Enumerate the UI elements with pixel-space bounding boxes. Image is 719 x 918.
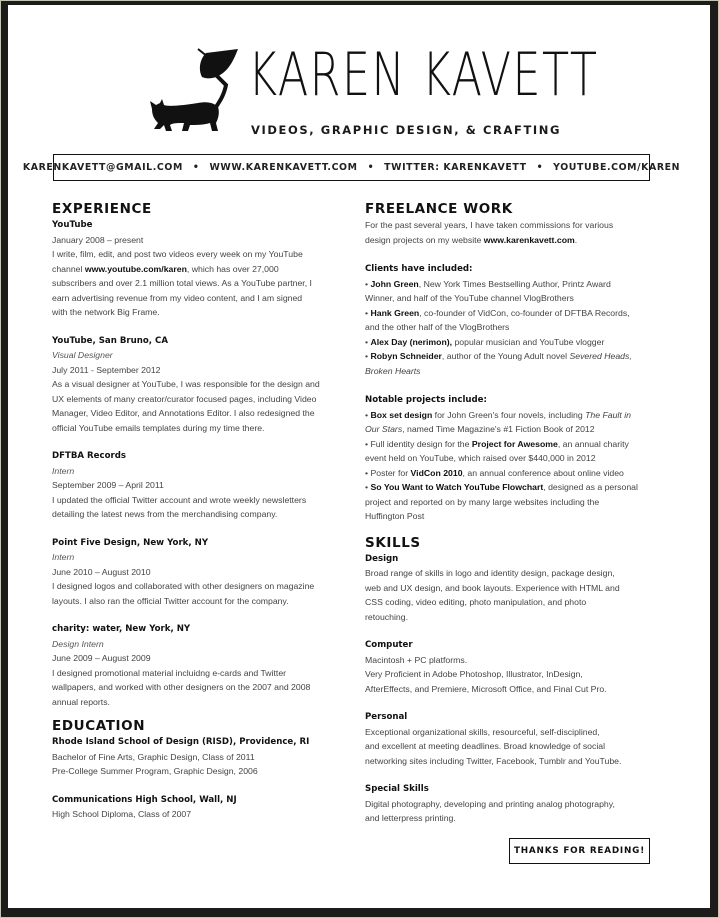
experience-entry xyxy=(52,622,342,709)
project-item-cont xyxy=(365,422,660,437)
entry-line: layouts. I also ran the official Twitter account for the company. xyxy=(52,595,289,606)
experience-entry xyxy=(52,536,342,609)
text: . xyxy=(574,234,578,245)
entry-dates: June 2009 – August 2009 xyxy=(52,653,151,663)
project-item: • So You Want to Watch YouTube Flowchart, designed as a personal xyxy=(365,482,638,492)
entry-line xyxy=(52,262,342,277)
contact-email[interactable]: KARENKAVETT@GMAIL.COM xyxy=(22,162,183,173)
contact-bar xyxy=(22,154,681,181)
skill-line: retouching. xyxy=(365,611,408,622)
book-title: Our Stars xyxy=(365,424,403,434)
text: , New York Times Bestselling Author, Printz Award xyxy=(418,278,611,289)
projects-heading: Notable projects include: xyxy=(365,395,487,405)
text: popular musician and YouTube vlogger xyxy=(452,336,605,347)
skill-line: web and UX design, and book layouts. Experience with HTML and xyxy=(365,582,620,593)
skill-line: AfterEffects, and Premiere, Microsoft Office, and Final Cut Pro. xyxy=(365,683,607,694)
separator: • xyxy=(536,162,544,173)
entry-org: YouTube, San Bruno, CA xyxy=(52,335,168,346)
entry-role: Design Intern xyxy=(52,638,104,649)
book-title: Severed Heads, xyxy=(569,351,632,361)
entry-role: Visual Designer xyxy=(52,350,113,360)
thanks-box: THANKS FOR READING! xyxy=(509,838,650,864)
project-item-cont: Huffington Post xyxy=(365,511,425,521)
entry-line: wallpapers, and worked with other designers on the 2007 and 2008 xyxy=(52,682,311,692)
project-name: Project for Awesome xyxy=(471,438,558,449)
entry-line: with the network Big Frame. xyxy=(52,307,160,317)
project-item: • Full identity design for the Project for Awesome, an annual charity xyxy=(365,438,629,449)
text: , named Time Magazine's #1 Fiction Book of 2012 xyxy=(402,424,595,434)
separator: • xyxy=(367,162,375,173)
skill-line: and excellent at meeting deadlines. Broad knowledge of social xyxy=(365,741,606,751)
skills-title: SKILLS xyxy=(365,534,421,551)
skill-line: Macintosh + PC platforms. xyxy=(365,654,468,665)
education-title: EDUCATION xyxy=(52,718,146,734)
text: , an annual charity xyxy=(557,438,629,449)
entry-school: Communications High School, Wall, NJ xyxy=(52,794,237,805)
text: , designed as a personal xyxy=(543,482,638,492)
skill-line: and letterpress printing. xyxy=(365,813,456,823)
freelance-intro: For the past several years, I have taken commissions for various xyxy=(365,220,614,230)
entry-org: DFTBA Records xyxy=(52,451,127,461)
book-title: The Fault in xyxy=(585,409,631,420)
project-item: • Poster for VidCon 2010, an annual conference about online video xyxy=(365,467,624,478)
education-entry xyxy=(52,735,342,779)
skill-line: networking sites including Twitter, Facebook, Tumblr and YouTube. xyxy=(365,755,622,766)
entry-role: Intern xyxy=(52,465,75,476)
client-item: • Robyn Schneider, author of the Young Adult novel Severed Heads, xyxy=(365,351,632,361)
text: , which has over 27,000 xyxy=(186,263,279,274)
cat-with-umbrella-icon xyxy=(146,45,242,137)
entry-line: subscribers and over 2.1 million total views. As a YouTube partner, I xyxy=(52,278,312,288)
book-title: Broken Hearts xyxy=(365,365,421,376)
skill-line: Broad range of skills in logo and identity design, package design, xyxy=(365,568,615,578)
entry-line: As a visual designer at YouTube, I was responsible for the design and xyxy=(52,379,320,389)
entry-line: I designed logos and collaborated with other designers on magazine xyxy=(52,581,315,591)
entry-line: official YouTube emails templates during my time there. xyxy=(52,422,265,433)
entry-line: annual reports. xyxy=(52,696,110,707)
client-item: • John Green, New York Times Bestselling Author, Printz Award xyxy=(365,278,611,289)
project-name: Box set design xyxy=(370,409,433,420)
entry-org: Point Five Design, New York, NY xyxy=(52,537,209,548)
client-item-cont: Winner, and half of the YouTube channel VlogBrothers xyxy=(365,293,574,303)
education-entry xyxy=(52,793,342,822)
entry-line: Bachelor of Fine Arts, Graphic Design, Class of 2011 xyxy=(52,751,255,762)
text: Poster for xyxy=(370,467,411,478)
client-item-cont xyxy=(365,364,660,379)
skill-group xyxy=(365,638,660,696)
contact-website[interactable]: WWW.KARENKAVETT.COM xyxy=(209,162,358,173)
freelance-intro xyxy=(365,233,660,248)
entry-line: High School Diploma, Class of 2007 xyxy=(52,809,192,819)
project-item-cont: project and reported on by many large websites including the xyxy=(365,496,600,507)
client-name: Robyn Schneider xyxy=(370,351,442,361)
skill-line: Very Proficient in Adobe Photoshop, Illustrator, InDesign, xyxy=(365,669,583,679)
text: channel xyxy=(52,263,85,274)
text: , co-founder of VidCon, co-founder of DFTBA Records, xyxy=(419,307,630,318)
youtube-channel-link[interactable]: www.youtube.com/karen xyxy=(84,263,187,274)
contact-youtube[interactable]: YOUTUBE.COM/KAREN xyxy=(553,162,681,173)
entry-dates: June 2010 – August 2010 xyxy=(52,566,151,577)
experience-title: EXPERIENCE xyxy=(52,201,152,217)
skill-group xyxy=(365,552,660,625)
project-name: So You Want to Watch YouTube Flowchart xyxy=(370,482,544,492)
left-column xyxy=(52,200,342,836)
entry-school: Rhode Island School of Design (RISD), Providence, RI xyxy=(52,737,310,747)
freelance-title: FREELANCE WORK xyxy=(365,201,513,217)
project-item-cont: event held on YouTube, which raised over $440,000 in 2012 xyxy=(365,453,596,463)
skill-group xyxy=(365,710,660,768)
skill-line: CSS coding, video editing, photo manipulation, and photo xyxy=(365,597,587,607)
project-name: VidCon 2010 xyxy=(410,467,463,478)
text: for John Green's four novels, including xyxy=(432,409,586,420)
entry-org: YouTube xyxy=(52,220,93,230)
right-column xyxy=(365,200,660,840)
entry-line: detailing the latest news from the merchandising company. xyxy=(52,509,278,519)
contact-twitter[interactable]: TWITTER: KARENKAVETT xyxy=(384,162,527,173)
project-item: • Box set design for John Green's four novels, including The Fault in xyxy=(365,409,631,420)
text: , author of the Young Adult novel xyxy=(441,351,570,361)
skill-heading: Design xyxy=(365,553,399,564)
entry-dates: September 2009 – April 2011 xyxy=(52,480,164,490)
client-name: Hank Green xyxy=(370,307,420,318)
tagline: VIDEOS, GRAPHIC DESIGN, & CRAFTING xyxy=(251,123,562,137)
client-name: Alex Day (nerimon), xyxy=(370,336,453,347)
entry-role: Intern xyxy=(52,552,75,562)
skill-heading: Computer xyxy=(365,640,413,650)
entry-dates: January 2008 – present xyxy=(52,234,144,245)
skill-line: Digital photography, developing and printing analog photography, xyxy=(365,798,615,809)
entry-dates: July 2011 - September 2012 xyxy=(52,364,161,375)
skill-heading: Personal xyxy=(365,712,408,722)
experience-entry xyxy=(52,449,342,522)
website-link[interactable]: www.karenkavett.com xyxy=(483,234,575,245)
client-item: • Alex Day (nerimon), popular musician and YouTube vlogger xyxy=(365,336,605,347)
skill-group xyxy=(365,782,660,826)
skill-line: Exceptional organizational skills, resourceful, self-disciplined, xyxy=(365,726,600,737)
text: , an annual conference about online video xyxy=(462,467,624,478)
entry-line: I designed promotional material incluidng e-cards and Twitter xyxy=(52,667,287,678)
entry-line: I updated the official Twitter account and wrote weekly newsletters xyxy=(52,494,307,505)
entry-line: earn advertising revenue from my video content, and I am signed xyxy=(52,292,303,303)
client-name: John Green xyxy=(370,278,419,289)
separator: • xyxy=(192,162,200,173)
entry-line: Manager, Video Editor, and Annotations Editor. I also redesigned the xyxy=(52,408,315,418)
clients-heading: Clients have included: xyxy=(365,264,473,274)
client-item: • Hank Green, co-founder of VidCon, co-founder of DFTBA Records, xyxy=(365,307,630,318)
entry-org: charity: water, New York, NY xyxy=(52,624,191,634)
text: design projects on my website xyxy=(365,234,484,245)
experience-entry xyxy=(52,218,342,320)
entry-line: I write, film, edit, and post two videos every week on my YouTube xyxy=(52,249,303,259)
client-item-cont: and the other half of the VlogBrothers xyxy=(365,322,510,332)
entry-line: Pre-College Summer Program, Graphic Design, 2006 xyxy=(52,766,258,776)
entry-line: UX elements of many creator/curator focused pages, including Video xyxy=(52,393,317,404)
text: Full identity design for the xyxy=(370,438,472,449)
skill-heading: Special Skills xyxy=(365,784,429,794)
experience-entry xyxy=(52,334,342,436)
resume-name: KAREN KAVETT xyxy=(248,40,599,110)
